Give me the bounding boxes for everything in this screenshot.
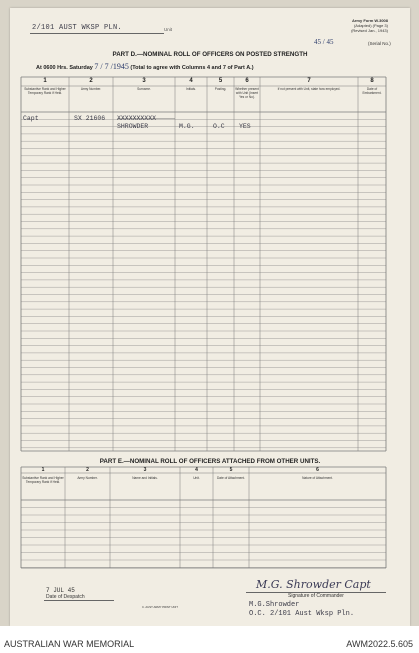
part-e-col-number: 5 bbox=[229, 466, 233, 473]
archive-caption-left: AUSTRALIAN WAR MEMORIAL bbox=[4, 639, 135, 649]
part-d-col-number: 5 bbox=[218, 78, 223, 84]
part-e-title: PART E.—NOMINAL ROLL OF OFFICERS ATTACHED FROM OTHER UNITS. bbox=[99, 458, 321, 465]
form-line-2: (Adapted) (Page 3) bbox=[353, 23, 388, 28]
archive-caption-right: AWM2022.5.605 bbox=[346, 639, 413, 649]
part-d-col-header: Substantive Rank and Higher Temporary Rank if Held. bbox=[24, 87, 66, 95]
entry-rank: Capt bbox=[23, 115, 39, 122]
part-e-col-header: Name and Initials. bbox=[132, 476, 158, 480]
part-e-col-number: 1 bbox=[41, 466, 45, 473]
part-d-col-header: Whether present with Unit (Insert Yes or No). bbox=[235, 87, 259, 99]
form-line-1: Army Form W.3008 bbox=[351, 18, 388, 23]
part-e-col-header: Nature of Attachment. bbox=[302, 476, 333, 480]
despatch-date-line bbox=[44, 600, 114, 601]
entry-surname: SHROWDER bbox=[117, 123, 149, 130]
unit-value: 2/101 AUST WKSP PLN. bbox=[32, 24, 123, 32]
part-d-col-header: If not present with Unit, state how employed. bbox=[277, 87, 341, 91]
part-e-col-number: 2 bbox=[86, 466, 89, 473]
part-e-col-header: Unit. bbox=[193, 476, 200, 480]
printer-imprint: C. AUST ARMY PRINT UNIT bbox=[142, 605, 178, 609]
part-d-col-number: 6 bbox=[245, 78, 249, 84]
part-d-time-prefix: At 0600 Hrs. Saturday bbox=[36, 65, 93, 71]
part-e-col-number: 3 bbox=[143, 466, 147, 473]
typed-commander-role: O.C. 2/101 Aust Wksp Pln. bbox=[249, 610, 355, 618]
despatch-date-stamp: 7 JUL 45 bbox=[46, 587, 75, 594]
part-d-col-header: Initials. bbox=[186, 87, 196, 91]
serial-label: (Serial No.) bbox=[368, 41, 391, 46]
part-d-total-note: (Total to agree with Columns 4 and 7 of Part A.) bbox=[130, 65, 254, 71]
entry-present: YES bbox=[239, 123, 251, 130]
part-d-col-number: 8 bbox=[370, 78, 374, 84]
part-d-title: PART D.—NOMINAL ROLL OF OFFICERS ON POSTED STRENGTH bbox=[112, 51, 308, 58]
part-d-col-header: Surname. bbox=[137, 87, 151, 91]
entry-struck-text: XXXXXXXXXX bbox=[117, 115, 157, 122]
part-d-col-header: Army Number. bbox=[80, 87, 102, 91]
entry-army-number: SX 21606 bbox=[74, 115, 106, 122]
part-d-col-header: Date of Embarkment. bbox=[362, 87, 382, 95]
part-d-col-number: 4 bbox=[189, 78, 193, 84]
despatch-date-label: Date of Despatch bbox=[46, 594, 85, 600]
part-d-col-number: 7 bbox=[307, 78, 311, 84]
part-d-col-header: Posting. bbox=[214, 87, 227, 91]
part-d-col-number: 2 bbox=[89, 78, 93, 84]
signature-label: Signature of Commander bbox=[288, 593, 344, 599]
part-e-col-number: 4 bbox=[195, 466, 198, 473]
entry-initials: M.G. bbox=[179, 123, 195, 130]
part-d-col-number: 3 bbox=[142, 78, 146, 84]
form-line-3: (Revised Jan., 1943) bbox=[351, 28, 388, 33]
commander-signature: M.G. Shrowder Capt bbox=[256, 578, 371, 591]
part-e-col-header: Substantive Rank and Higher Temporary Rank if Held. bbox=[22, 476, 64, 484]
archive-caption-bar bbox=[0, 626, 419, 653]
unit-label: Unit bbox=[164, 27, 173, 32]
entry-posting: O.C bbox=[213, 123, 225, 130]
part-e-col-number: 6 bbox=[316, 466, 319, 473]
typed-commander-name: M.G.Shrowder bbox=[249, 601, 300, 609]
serial-number: 45 / 45 bbox=[314, 38, 334, 46]
part-e-col-header: Date of Attachment. bbox=[217, 476, 245, 480]
part-d-col-number: 1 bbox=[43, 78, 47, 84]
part-d-date: 7 / 7 /1945 bbox=[94, 62, 129, 71]
part-e-col-header: Army Number. bbox=[77, 476, 98, 480]
